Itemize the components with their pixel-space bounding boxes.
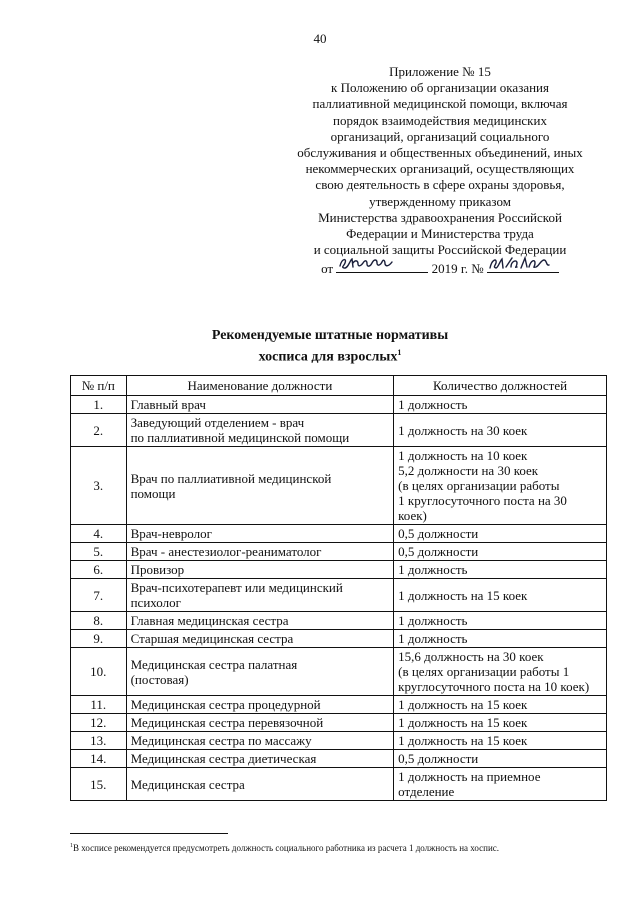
position-name-line: (постовая)	[130, 671, 189, 687]
document-heading	[0, 327, 640, 366]
order-prefix: от	[321, 261, 334, 277]
appendix-line: Министерства здравоохранения Российской	[318, 209, 562, 225]
position-name-line: Медицинская сестра диетическая	[130, 751, 317, 766]
position-quantity-cell	[394, 396, 607, 414]
position-name-line: Медицинская сестра перевязочной	[130, 715, 324, 730]
position-name-line: Главная медицинская сестра	[130, 613, 289, 628]
handwritten-order-number-signature	[487, 258, 559, 273]
table-row	[71, 648, 607, 696]
position-quantity-line: 0,5 должности	[398, 526, 479, 541]
position-quantity-line: 1 должность на 15 коек	[398, 733, 528, 748]
appendix-line: некоммерческих организаций, осуществляющих	[305, 161, 575, 177]
position-quantity-line: 1 должность на 15 коек	[398, 587, 528, 603]
row-number: 9.	[71, 630, 127, 648]
row-number: 2.	[71, 414, 127, 447]
handwritten-date-signature	[336, 258, 428, 273]
row-number: 11.	[71, 696, 127, 714]
appendix-line: и социальной защиты Российской Федерации	[313, 242, 567, 258]
heading-line-1: Рекомендуемые штатные нормативы	[211, 328, 449, 343]
table-row	[71, 414, 607, 447]
table-row	[71, 768, 607, 801]
footnote-mark: 1	[70, 843, 73, 849]
position-quantity-line: (в целях организации работы	[398, 478, 560, 493]
position-name-line: Медицинская сестра процедурной	[130, 697, 321, 712]
position-name-cell	[126, 543, 394, 561]
position-name-line: Провизор	[130, 562, 185, 577]
footnote	[70, 843, 499, 853]
table-row	[71, 525, 607, 543]
position-quantity-cell	[394, 714, 607, 732]
position-quantity-cell	[394, 630, 607, 648]
position-name-cell	[126, 732, 394, 750]
position-quantity-line: 15,6 должность на 30 коек	[398, 649, 544, 664]
position-name-cell	[126, 696, 394, 714]
table-row	[71, 750, 607, 768]
position-name-cell	[126, 579, 394, 612]
position-quantity-cell	[394, 696, 607, 714]
position-name-line: Врач - анестезиолог-реаниматолог	[130, 544, 322, 559]
table-row	[71, 714, 607, 732]
position-quantity-line: 1 должность на приемное	[398, 769, 541, 784]
position-quantity-cell	[394, 648, 607, 696]
position-quantity-cell	[394, 750, 607, 768]
row-number: 15.	[71, 768, 127, 801]
appendix-line: Приложение № 15	[389, 64, 491, 79]
position-quantity-line: 1 должность на 30 коек	[398, 422, 528, 438]
row-number: 10.	[71, 648, 127, 696]
position-name-line: Старшая медицинская сестра	[130, 631, 294, 646]
row-number: 13.	[71, 732, 127, 750]
position-quantity-line: отделение	[398, 784, 455, 799]
table-row	[71, 612, 607, 630]
table-row	[71, 630, 607, 648]
table-row	[71, 447, 607, 525]
table-row	[71, 696, 607, 714]
row-number: 8.	[71, 612, 127, 630]
appendix-line: порядок взаимодействия медицинских	[333, 112, 547, 128]
header-number: № п/п	[71, 376, 127, 396]
appendix-line: к Положению об организации оказания	[331, 80, 549, 96]
appendix-line: организаций, организаций социального	[330, 128, 550, 144]
table-row	[71, 396, 607, 414]
table-row	[71, 543, 607, 561]
row-number: 7.	[71, 579, 127, 612]
position-name-line: психолог	[130, 595, 181, 610]
position-quantity-line: 0,5 должности	[398, 544, 479, 559]
position-quantity-cell	[394, 414, 607, 447]
header-quantity: Количество должностей	[394, 376, 607, 396]
table-header-row	[71, 376, 607, 396]
position-quantity-line: 1 должность	[398, 613, 468, 628]
row-number: 6.	[71, 561, 127, 579]
heading-footnote-mark: 1	[397, 348, 402, 357]
position-quantity-line: 1 круглосуточного поста на 30	[398, 493, 567, 508]
heading-line-2	[0, 344, 640, 366]
row-number: 14.	[71, 750, 127, 768]
table-row	[71, 579, 607, 612]
footnote-divider	[70, 833, 228, 834]
position-quantity-cell	[394, 579, 607, 612]
position-name-cell	[126, 396, 394, 414]
appendix-line: обслуживания и общественных объединений, иных	[297, 145, 583, 161]
position-name-line: Медицинская сестра по массажу	[130, 733, 312, 748]
page-number: 40	[313, 31, 327, 46]
heading-line-2-text: хосписа для взрослых	[258, 349, 398, 365]
position-name-cell	[126, 750, 394, 768]
position-name-cell	[126, 768, 394, 801]
order-date-number-line	[280, 258, 600, 277]
position-quantity-line: 0,5 должности	[398, 751, 479, 766]
position-quantity-line: 1 должность	[398, 397, 468, 412]
position-name-line: помощи	[130, 485, 176, 501]
position-quantity-line: коек)	[398, 508, 427, 523]
row-number: 12.	[71, 714, 127, 732]
position-quantity-cell	[394, 732, 607, 750]
position-quantity-line: (в целях организации работы 1	[398, 664, 570, 679]
position-quantity-cell	[394, 768, 607, 801]
position-quantity-cell	[394, 447, 607, 525]
position-name-cell	[126, 561, 394, 579]
position-quantity-cell	[394, 543, 607, 561]
position-name-cell	[126, 714, 394, 732]
position-name-line: Врач-психотерапевт или медицинский	[130, 580, 343, 595]
staffing-table	[70, 375, 607, 801]
position-quantity-line: 1 должность на 15 коек	[398, 715, 528, 730]
order-year-label: 2019 г. №	[431, 261, 484, 277]
position-name-line: Заведующий отделением - врач	[130, 415, 305, 430]
table-row	[71, 561, 607, 579]
position-quantity-line: 1 должность	[398, 631, 468, 646]
position-quantity-cell	[394, 525, 607, 543]
row-number: 5.	[71, 543, 127, 561]
position-name-cell	[126, 525, 394, 543]
position-quantity-cell	[394, 612, 607, 630]
appendix-line: Федерации и Министерства труда	[346, 226, 534, 242]
appendix-line: свою деятельность в сфере охраны здоровья,	[315, 177, 565, 193]
table-body	[71, 396, 607, 801]
position-quantity-line: 1 должность на 15 коек	[398, 697, 528, 712]
header-position: Наименование должности	[126, 376, 394, 396]
row-number: 3.	[71, 447, 127, 525]
appendix-line: паллиативной медицинской помощи, включая	[312, 96, 568, 112]
position-quantity-line: 5,2 должности на 30 коек	[398, 463, 539, 478]
position-quantity-cell	[394, 561, 607, 579]
position-name-line: Медицинская сестра	[130, 776, 245, 792]
row-number: 1.	[71, 396, 127, 414]
appendix-block	[280, 64, 600, 278]
position-name-cell	[126, 414, 394, 447]
position-name-line: Врач по паллиативной медицинской	[130, 470, 332, 486]
position-quantity-line: 1 должность на 10 коек	[398, 448, 528, 463]
appendix-line: утвержденному приказом	[369, 193, 511, 209]
position-name-line: Врач-невролог	[130, 526, 212, 541]
position-name-line: по паллиативной медицинской помощи	[130, 430, 350, 445]
position-name-cell	[126, 612, 394, 630]
position-name-line: Главный врач	[130, 397, 206, 412]
position-quantity-line: 1 должность	[398, 562, 468, 577]
footnote-text: В хосписе рекомендуется предусмотреть должность социального работника из расчета 1 должность на хоспис.	[73, 843, 500, 853]
position-name-cell	[126, 447, 394, 525]
position-name-cell	[126, 630, 394, 648]
position-name-line: Медицинская сестра палатная	[130, 656, 298, 672]
table-row	[71, 732, 607, 750]
row-number: 4.	[71, 525, 127, 543]
position-name-cell	[126, 648, 394, 696]
position-quantity-line: круглосуточного поста на 10 коек)	[398, 679, 590, 694]
